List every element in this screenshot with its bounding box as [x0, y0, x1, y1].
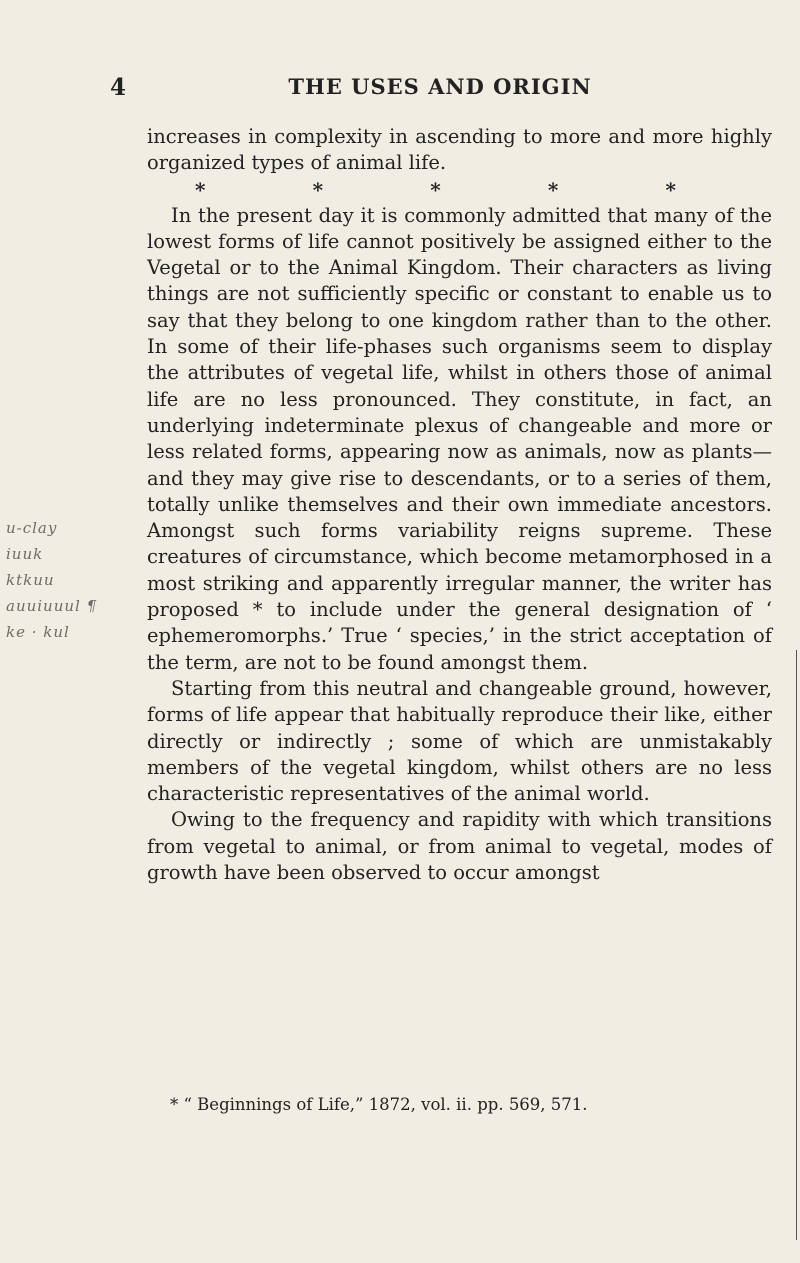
separator-asterisk: *: [430, 177, 441, 202]
margin-note: ke · kul: [6, 623, 70, 641]
separator-asterisk: *: [665, 177, 676, 202]
footnote: * “ Beginnings of Life,” 1872, vol. ii. pp. 569, 571.: [170, 1095, 588, 1114]
page-edge-line: [796, 650, 797, 1240]
separator-asterisk: *: [547, 177, 559, 202]
margin-note: u-clay: [6, 519, 58, 537]
paragraph: Owing to the frequency and rapidity with which transitions from vegetal to animal, or from animal to vegetal, modes of growth have been observed to occur amongst: [147, 808, 772, 885]
section-separator: [147, 177, 772, 203]
paragraph: Starting from this neutral and changeable ground, however, forms of life appear that habitually reproduce their like, either directly or indirectly ; some of which are unmistakably members of the vegetal kingdom, whilst others are no less characteristic representatives of the animal world.: [147, 676, 772, 806]
margin-note: iuuk: [6, 545, 44, 563]
margin-note: ktkuu: [6, 571, 55, 589]
handwritten-margin-notes: [6, 515, 142, 645]
separator-asterisk: *: [312, 177, 324, 202]
running-head: [110, 74, 770, 104]
opening-paragraph: increases in complexity in ascending to more and more highly organized types of animal life.: [147, 125, 772, 175]
separator-asterisk: *: [195, 177, 206, 202]
margin-note: auuiuuul ¶: [6, 597, 98, 615]
paragraph: In the present day it is commonly admitted that many of the lowest forms of life cannot positively be assigned either to the Vegetal or to the Animal Kingdom. Their characters as living things are not sufficiently specific or constant to enable us to say that they belong to one kingdom rather than to the other. In some of their life-phases such organisms seem to display the attributes of vegetal life, whilst in others those of animal life are no less pronounced. They constitute, in fact, an underlying indeterminate plexus of changeable and more or less related forms, appearing now as animals, now as plants—and they may give rise to descendants, or to a series of them, totally unlike themselves and their own immediate ancestors. Amongst such forms variability reigns supreme. These creatures of circumstance, which become metamorphosed in a most striking and apparently irregular manner, the writer has proposed * to include under the general designation of ‘ ephemeromorphs.’ True ‘ species,’ in the strict acceptation of the term, are not to be found amongst them.: [147, 203, 772, 674]
running-title: THE USES AND ORIGIN: [288, 74, 592, 99]
page-number: 4: [110, 74, 127, 101]
body-text: [147, 124, 772, 886]
